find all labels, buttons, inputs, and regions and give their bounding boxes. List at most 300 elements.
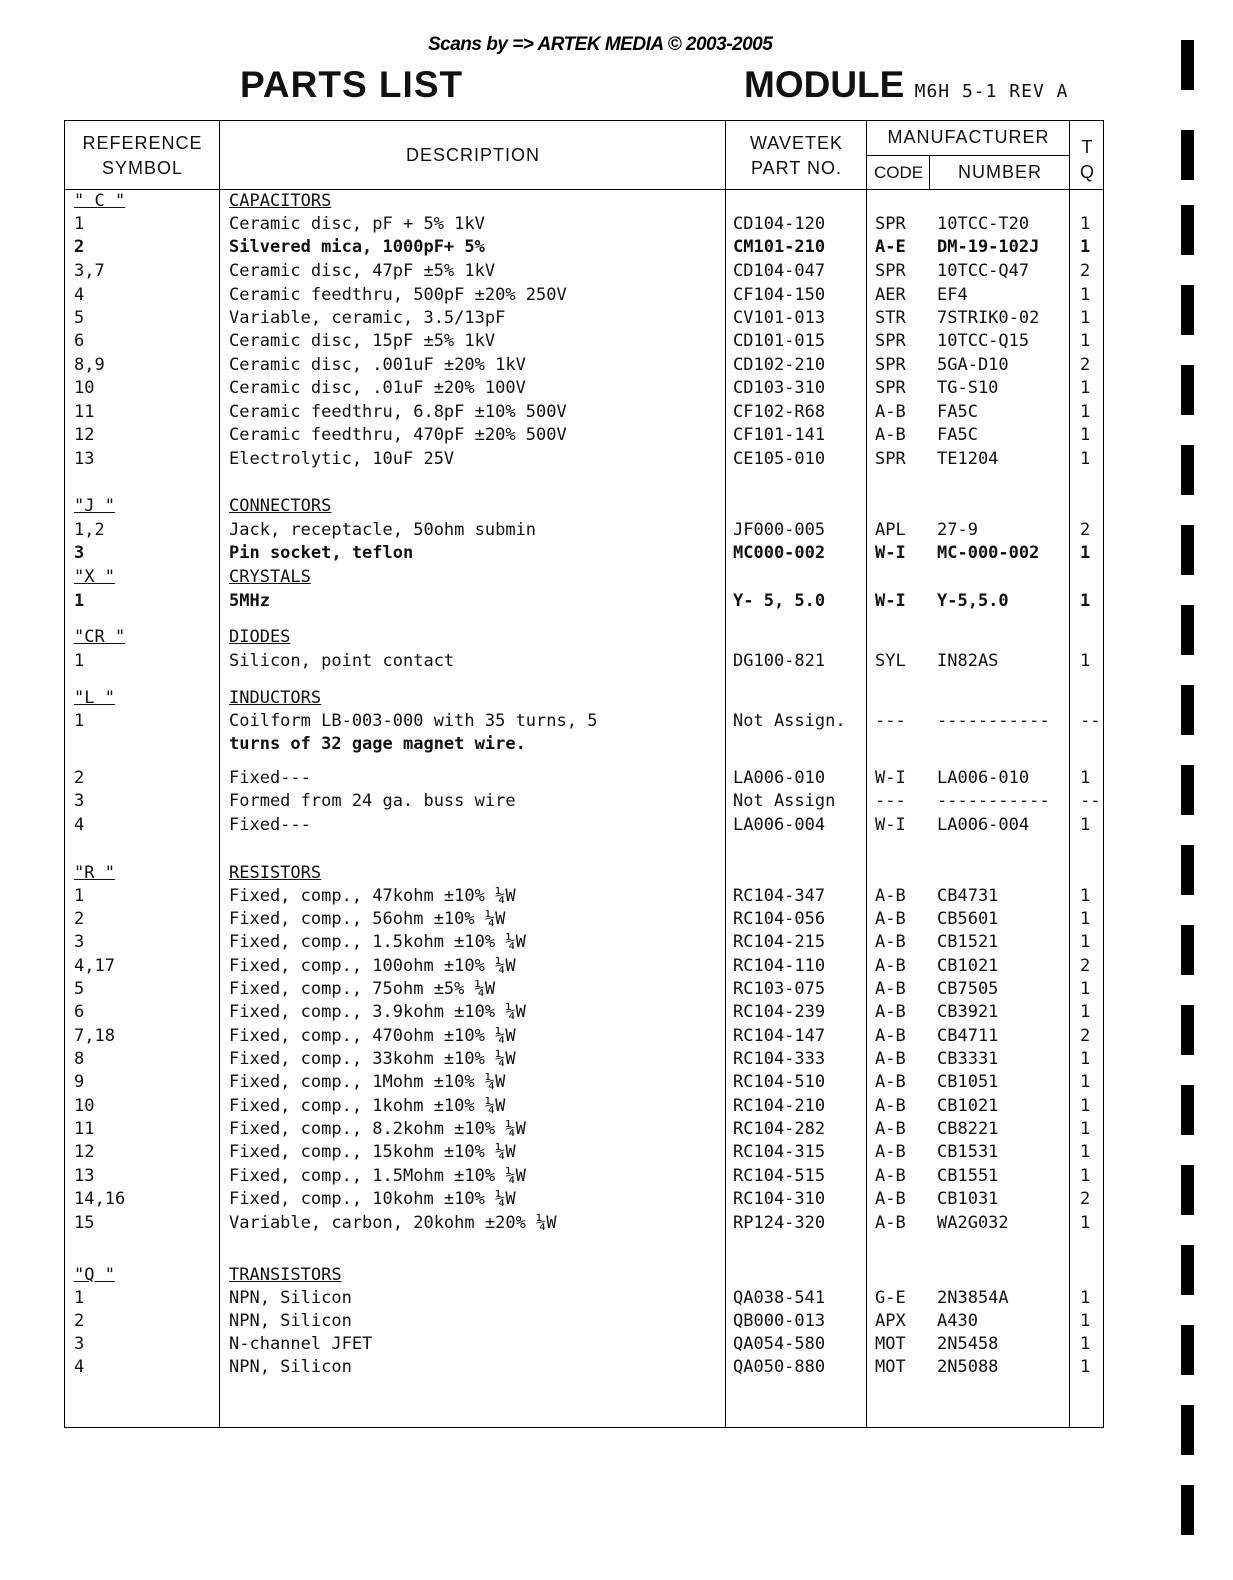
- cell-part-number: CD103-310: [733, 378, 826, 398]
- cell-manufacturer-number: 2N5458: [937, 1334, 999, 1354]
- cell-reference-symbol: 5: [74, 308, 85, 328]
- table-row: [0, 213, 1233, 236]
- table-row: [0, 710, 1233, 733]
- cell-part-number: CM101-210: [733, 237, 826, 257]
- cell-manufacturer-code: W-I: [875, 543, 906, 563]
- cell-quantity: 1: [1080, 543, 1091, 563]
- table-row: [0, 424, 1233, 447]
- table-row: [0, 401, 1233, 424]
- header-t-label: T: [1081, 137, 1094, 157]
- cell-quantity: 1: [1080, 909, 1091, 929]
- table-row: [0, 1118, 1233, 1141]
- section-heading-row: [0, 190, 1233, 213]
- cell-part-number: CF102-R68: [733, 402, 826, 422]
- cell-manufacturer-code: A-B: [875, 1072, 906, 1092]
- header-symbol-label: SYMBOL: [101, 158, 184, 178]
- table-row: [0, 542, 1233, 565]
- cell-description: TRANSISTORS: [229, 1265, 342, 1285]
- cell-description: Fixed, comp., 10kohm ±10% ¼W: [229, 1189, 516, 1209]
- cell-manufacturer-code: A-E: [875, 237, 906, 257]
- table-row: [0, 1188, 1233, 1211]
- cell-description: Ceramic feedthru, 500pF ±20% 250V: [229, 285, 567, 305]
- cell-manufacturer-number: CB1551: [937, 1166, 999, 1186]
- cell-quantity: --: [1080, 791, 1101, 811]
- cell-quantity: 1: [1080, 331, 1091, 351]
- cell-description: NPN, Silicon: [229, 1311, 352, 1331]
- cell-description: Fixed, comp., 47kohm ±10% ¼W: [229, 886, 516, 906]
- cell-manufacturer-number: FA5C: [937, 402, 978, 422]
- cell-manufacturer-number: LA006-004: [937, 815, 1030, 835]
- cell-reference-symbol: 4: [74, 285, 85, 305]
- cell-part-number: RC103-075: [733, 979, 826, 999]
- cell-quantity: 1: [1080, 425, 1091, 445]
- cell-manufacturer-code: MOT: [875, 1334, 906, 1354]
- page-title: PARTS LIST: [240, 64, 464, 105]
- cell-description: Ceramic disc, 47pF ±5% 1kV: [229, 261, 496, 281]
- cell-manufacturer-code: A-B: [875, 1002, 906, 1022]
- cell-description: Fixed---: [229, 768, 311, 788]
- cell-reference-symbol: 1: [74, 1288, 85, 1308]
- cell-quantity: 2: [1080, 261, 1091, 281]
- table-row: [0, 236, 1233, 259]
- cell-reference-symbol: 7,18: [74, 1026, 115, 1046]
- cell-manufacturer-number: DM-19-102J: [937, 237, 1040, 257]
- cell-part-number: Not Assign: [733, 791, 836, 811]
- table-row: [0, 519, 1233, 542]
- cell-part-number: RC104-215: [733, 932, 826, 952]
- cell-description: Fixed, comp., 470ohm ±10% ¼W: [229, 1026, 516, 1046]
- binder-mark: [1181, 1405, 1194, 1455]
- cell-manufacturer-code: SPR: [875, 214, 906, 234]
- cell-description: NPN, Silicon: [229, 1288, 352, 1308]
- cell-manufacturer-code: ---: [875, 711, 906, 731]
- cell-manufacturer-number: CB4731: [937, 886, 999, 906]
- cell-reference-symbol: 6: [74, 331, 85, 351]
- table-row: [0, 1333, 1233, 1356]
- cell-description: Silvered mica, 1000pF+ 5%: [229, 237, 485, 257]
- cell-part-number: RC104-510: [733, 1072, 826, 1092]
- header-wavetek-label: WAVETEK: [749, 133, 843, 153]
- module-label: MODULE: [744, 64, 905, 105]
- cell-manufacturer-code: A-B: [875, 956, 906, 976]
- header-part-no-label: PART NO.: [750, 158, 843, 178]
- cell-description: 5MHz: [229, 591, 270, 611]
- cell-description: Variable, ceramic, 3.5/13pF: [229, 308, 506, 328]
- cell-manufacturer-code: A-B: [875, 1166, 906, 1186]
- cell-reference-symbol: " C ": [74, 191, 126, 211]
- cell-description: INDUCTORS: [229, 688, 322, 708]
- cell-reference-symbol: 1: [74, 591, 85, 611]
- cell-reference-symbol: 4: [74, 815, 85, 835]
- cell-manufacturer-code: SPR: [875, 261, 906, 281]
- cell-description: Ceramic feedthru, 470pF ±20% 500V: [229, 425, 567, 445]
- cell-manufacturer-number: 10TCC-T20: [937, 214, 1030, 234]
- cell-description: Ceramic disc, .01uF ±20% 100V: [229, 378, 526, 398]
- cell-reference-symbol: "Q ": [74, 1265, 115, 1285]
- cell-manufacturer-number: CB1031: [937, 1189, 999, 1209]
- cell-quantity: 1: [1080, 1096, 1091, 1116]
- cell-quantity: 1: [1080, 932, 1091, 952]
- cell-description: Formed from 24 ga. buss wire: [229, 791, 516, 811]
- cell-reference-symbol: 3,7: [74, 261, 105, 281]
- cell-manufacturer-code: APX: [875, 1311, 906, 1331]
- cell-reference-symbol: "R ": [74, 863, 115, 883]
- cell-manufacturer-number: 5GA-D10: [937, 355, 1009, 375]
- cell-description: Fixed, comp., 75ohm ±5% ¼W: [229, 979, 496, 999]
- cell-manufacturer-number: LA006-010: [937, 768, 1030, 788]
- cell-manufacturer-code: SPR: [875, 378, 906, 398]
- cell-manufacturer-number: CB1531: [937, 1142, 999, 1162]
- cell-part-number: QA054-580: [733, 1334, 826, 1354]
- cell-reference-symbol: 6: [74, 1002, 85, 1022]
- cell-description: Ceramic disc, pF + 5% 1kV: [229, 214, 485, 234]
- section-heading-row: [0, 566, 1233, 589]
- cell-manufacturer-code: APL: [875, 520, 906, 540]
- cell-reference-symbol: 12: [74, 1142, 95, 1162]
- cell-quantity: 1: [1080, 1213, 1091, 1233]
- table-row: [0, 448, 1233, 471]
- cell-quantity: 1: [1080, 815, 1091, 835]
- cell-part-number: RC104-333: [733, 1049, 826, 1069]
- cell-quantity: 1: [1080, 768, 1091, 788]
- cell-manufacturer-code: A-B: [875, 1189, 906, 1209]
- cell-quantity: 2: [1080, 1189, 1091, 1209]
- cell-description: Fixed, comp., 1Mohm ±10% ¼W: [229, 1072, 506, 1092]
- cell-reference-symbol: 2: [74, 768, 85, 788]
- cell-reference-symbol: 11: [74, 1119, 95, 1139]
- cell-reference-symbol: 3: [74, 1334, 85, 1354]
- table-row: [0, 650, 1233, 673]
- table-row: [0, 330, 1233, 353]
- cell-quantity: 1: [1080, 237, 1091, 257]
- cell-manufacturer-code: W-I: [875, 591, 906, 611]
- cell-part-number: RC104-315: [733, 1142, 826, 1162]
- cell-part-number: RC104-347: [733, 886, 826, 906]
- cell-quantity: 1: [1080, 1357, 1091, 1377]
- cell-manufacturer-number: CB1521: [937, 932, 999, 952]
- cell-description: Pin socket, teflon: [229, 543, 414, 563]
- cell-quantity: 2: [1080, 520, 1091, 540]
- cell-manufacturer-number: CB1021: [937, 1096, 999, 1116]
- cell-reference-symbol: 5: [74, 979, 85, 999]
- cell-description: DIODES: [229, 627, 291, 647]
- cell-reference-symbol: 13: [74, 449, 95, 469]
- cell-reference-symbol: 11: [74, 402, 95, 422]
- cell-manufacturer-number: 10TCC-Q15: [937, 331, 1030, 351]
- cell-manufacturer-number: -----------: [937, 711, 1050, 731]
- cell-part-number: RC104-310: [733, 1189, 826, 1209]
- cell-quantity: 1: [1080, 886, 1091, 906]
- cell-description: Fixed---: [229, 815, 311, 835]
- cell-description: Ceramic disc, .001uF ±20% 1kV: [229, 355, 526, 375]
- cell-part-number: CE105-010: [733, 449, 826, 469]
- cell-manufacturer-number: IN82AS: [937, 651, 999, 671]
- cell-reference-symbol: 9: [74, 1072, 85, 1092]
- cell-description: N-channel JFET: [229, 1334, 373, 1354]
- table-row: [0, 908, 1233, 931]
- cell-description: Fixed, comp., 1.5kohm ±10% ¼W: [229, 932, 526, 952]
- cell-manufacturer-number: CB3331: [937, 1049, 999, 1069]
- cell-manufacturer-code: SPR: [875, 355, 906, 375]
- cell-quantity: 1: [1080, 1142, 1091, 1162]
- cell-manufacturer-number: Y-5,5.0: [937, 591, 1009, 611]
- header-part-no: [727, 131, 866, 181]
- table-row: [0, 1287, 1233, 1310]
- cell-manufacturer-number: CB7505: [937, 979, 999, 999]
- cell-reference-symbol: 12: [74, 425, 95, 445]
- cell-description: Fixed, comp., 15kohm ±10% ¼W: [229, 1142, 516, 1162]
- cell-description: Variable, carbon, 20kohm ±20% ¼W: [229, 1213, 557, 1233]
- section-heading-row: [0, 687, 1233, 710]
- cell-part-number: CD101-015: [733, 331, 826, 351]
- cell-manufacturer-number: CB5601: [937, 909, 999, 929]
- table-row: [0, 814, 1233, 837]
- table-row: [0, 284, 1233, 307]
- cell-part-number: RC104-147: [733, 1026, 826, 1046]
- cell-quantity: 1: [1080, 285, 1091, 305]
- cell-manufacturer-code: A-B: [875, 909, 906, 929]
- header-q-label: Q: [1079, 162, 1095, 182]
- header-manufacturer: MANUFACTURER: [887, 127, 1050, 147]
- header-number: NUMBER: [957, 162, 1042, 182]
- cell-description: Fixed, comp., 8.2kohm ±10% ¼W: [229, 1119, 526, 1139]
- cell-part-number: CD104-120: [733, 214, 826, 234]
- cell-manufacturer-number: CB8221: [937, 1119, 999, 1139]
- cell-manufacturer-code: MOT: [875, 1357, 906, 1377]
- table-row: [0, 1310, 1233, 1333]
- cell-manufacturer-code: A-B: [875, 425, 906, 445]
- manufacturer-divider: [866, 155, 1069, 156]
- cell-part-number: CV101-013: [733, 308, 826, 328]
- cell-reference-symbol: 1: [74, 214, 85, 234]
- header-reference-symbol: [66, 131, 219, 181]
- cell-reference-symbol: 15: [74, 1213, 95, 1233]
- cell-manufacturer-code: SYL: [875, 651, 906, 671]
- section-heading-row: [0, 626, 1233, 649]
- cell-manufacturer-code: A-B: [875, 1096, 906, 1116]
- table-row: [0, 377, 1233, 400]
- cell-manufacturer-code: A-B: [875, 1213, 906, 1233]
- cell-manufacturer-number: 2N5088: [937, 1357, 999, 1377]
- cell-reference-symbol: 3: [74, 791, 85, 811]
- table-row: [0, 1165, 1233, 1188]
- cell-manufacturer-code: A-B: [875, 402, 906, 422]
- cell-quantity: 2: [1080, 355, 1091, 375]
- cell-part-number: Y- 5, 5.0: [733, 591, 826, 611]
- cell-part-number: QB000-013: [733, 1311, 826, 1331]
- cell-part-number: LA006-004: [733, 815, 826, 835]
- cell-part-number: RC104-239: [733, 1002, 826, 1022]
- cell-description: Ceramic disc, 15pF ±5% 1kV: [229, 331, 496, 351]
- cell-manufacturer-number: TG-S10: [937, 378, 999, 398]
- cell-reference-symbol: 3: [74, 932, 85, 952]
- cell-quantity: 2: [1080, 956, 1091, 976]
- module-title: [744, 64, 1069, 106]
- table-row: [0, 1071, 1233, 1094]
- cell-part-number: Not Assign.: [733, 711, 846, 731]
- binder-mark: [1181, 130, 1194, 180]
- cell-manufacturer-code: A-B: [875, 932, 906, 952]
- cell-manufacturer-code: A-B: [875, 1119, 906, 1139]
- cell-manufacturer-number: CB1051: [937, 1072, 999, 1092]
- cell-description: RESISTORS: [229, 863, 322, 883]
- cell-quantity: 1: [1080, 1311, 1091, 1331]
- cell-manufacturer-number: A430: [937, 1311, 978, 1331]
- table-row: [0, 260, 1233, 283]
- cell-part-number: RC104-515: [733, 1166, 826, 1186]
- cell-manufacturer-code: A-B: [875, 979, 906, 999]
- cell-manufacturer-number: 7STRIK0-02: [937, 308, 1040, 328]
- cell-manufacturer-number: CB1021: [937, 956, 999, 976]
- cell-quantity: 1: [1080, 591, 1091, 611]
- cell-part-number: LA006-010: [733, 768, 826, 788]
- cell-manufacturer-number: WA2G032: [937, 1213, 1009, 1233]
- cell-part-number: RC104-056: [733, 909, 826, 929]
- cell-part-number: RC104-282: [733, 1119, 826, 1139]
- table-row: [0, 733, 1233, 756]
- table-row: [0, 354, 1233, 377]
- table-row: [0, 1095, 1233, 1118]
- table-row: [0, 307, 1233, 330]
- cell-description: Fixed, comp., 1.5Mohm ±10% ¼W: [229, 1166, 526, 1186]
- table-row: [0, 1001, 1233, 1024]
- cell-quantity: 1: [1080, 1288, 1091, 1308]
- cell-reference-symbol: "L ": [74, 688, 115, 708]
- cell-part-number: JF000-005: [733, 520, 826, 540]
- cell-description: Jack, receptacle, 50ohm submin: [229, 520, 537, 540]
- cell-manufacturer-code: W-I: [875, 815, 906, 835]
- cell-manufacturer-code: AER: [875, 285, 906, 305]
- cell-description: turns of 32 gage magnet wire.: [229, 734, 526, 754]
- cell-quantity: 1: [1080, 979, 1091, 999]
- header-reference-label: REFERENCE: [82, 133, 203, 153]
- cell-reference-symbol: 4,17: [74, 956, 115, 976]
- cell-manufacturer-number: FA5C: [937, 425, 978, 445]
- cell-manufacturer-number: 27-9: [937, 520, 978, 540]
- cell-reference-symbol: 1,2: [74, 520, 105, 540]
- section-heading-row: [0, 1264, 1233, 1287]
- cell-manufacturer-code: A-B: [875, 1142, 906, 1162]
- cell-quantity: 1: [1080, 402, 1091, 422]
- table-row: [0, 767, 1233, 790]
- section-heading-row: [0, 495, 1233, 518]
- cell-reference-symbol: 3: [74, 543, 85, 563]
- cell-reference-symbol: 1: [74, 651, 85, 671]
- table-row: [0, 1212, 1233, 1235]
- cell-reference-symbol: 10: [74, 378, 95, 398]
- scan-credit: Scans by => ARTEK MEDIA © 2003-2005: [428, 34, 773, 55]
- cell-manufacturer-code: STR: [875, 308, 906, 328]
- cell-description: Coilform LB-003-000 with 35 turns, 5: [229, 711, 598, 731]
- header-total-qty: [1071, 135, 1104, 185]
- cell-description: Fixed, comp., 3.9kohm ±10% ¼W: [229, 1002, 526, 1022]
- cell-description: Fixed, comp., 100ohm ±10% ¼W: [229, 956, 516, 976]
- cell-description: Fixed, comp., 1kohm ±10% ¼W: [229, 1096, 506, 1116]
- cell-reference-symbol: "CR ": [74, 627, 126, 647]
- cell-reference-symbol: 14,16: [74, 1189, 126, 1209]
- cell-manufacturer-code: A-B: [875, 1026, 906, 1046]
- cell-reference-symbol: 1: [74, 886, 85, 906]
- binder-mark: [1181, 40, 1194, 90]
- cell-description: CAPACITORS: [229, 191, 332, 211]
- cell-description: CONNECTORS: [229, 496, 332, 516]
- cell-quantity: 1: [1080, 1072, 1091, 1092]
- cell-manufacturer-number: -----------: [937, 791, 1050, 811]
- table-row: [0, 1025, 1233, 1048]
- cell-part-number: MC000-002: [733, 543, 826, 563]
- table-row: [0, 885, 1233, 908]
- cell-reference-symbol: 2: [74, 237, 85, 257]
- cell-part-number: CF104-150: [733, 285, 826, 305]
- cell-description: Ceramic feedthru, 6.8pF ±10% 500V: [229, 402, 567, 422]
- header-code: CODE: [873, 163, 924, 182]
- cell-part-number: CF101-141: [733, 425, 826, 445]
- cell-part-number: RC104-210: [733, 1096, 826, 1116]
- cell-description: CRYSTALS: [229, 567, 311, 587]
- cell-part-number: CD102-210: [733, 355, 826, 375]
- cell-manufacturer-number: CB3921: [937, 1002, 999, 1022]
- cell-quantity: 1: [1080, 1334, 1091, 1354]
- cell-description: Silicon, point contact: [229, 651, 455, 671]
- module-id: M6H 5-1 REV A: [914, 81, 1069, 102]
- table-row: [0, 955, 1233, 978]
- cell-manufacturer-code: SPR: [875, 449, 906, 469]
- cell-manufacturer-number: MC-000-002: [937, 543, 1040, 563]
- cell-manufacturer-number: TE1204: [937, 449, 999, 469]
- cell-part-number: QA038-541: [733, 1288, 826, 1308]
- cell-description: Fixed, comp., 33kohm ±10% ¼W: [229, 1049, 516, 1069]
- cell-reference-symbol: 8: [74, 1049, 85, 1069]
- table-row: [0, 1048, 1233, 1071]
- cell-part-number: RP124-320: [733, 1213, 826, 1233]
- cell-reference-symbol: "X ": [74, 567, 115, 587]
- table-row: [0, 1356, 1233, 1379]
- table-row: [0, 1141, 1233, 1164]
- section-heading-row: [0, 862, 1233, 885]
- cell-description: Electrolytic, 10uF 25V: [229, 449, 455, 469]
- cell-manufacturer-code: ---: [875, 791, 906, 811]
- cell-quantity: 1: [1080, 1166, 1091, 1186]
- code-number-divider: [929, 155, 930, 190]
- cell-part-number: QA050-880: [733, 1357, 826, 1377]
- cell-manufacturer-code: SPR: [875, 331, 906, 351]
- cell-quantity: 1: [1080, 449, 1091, 469]
- cell-quantity: 1: [1080, 1002, 1091, 1022]
- cell-part-number: CD104-047: [733, 261, 826, 281]
- cell-reference-symbol: 1: [74, 711, 85, 731]
- table-row: [0, 790, 1233, 813]
- table-row: [0, 931, 1233, 954]
- cell-reference-symbol: 2: [74, 909, 85, 929]
- cell-quantity: 1: [1080, 651, 1091, 671]
- cell-quantity: 2: [1080, 1026, 1091, 1046]
- cell-reference-symbol: 2: [74, 1311, 85, 1331]
- table-row: [0, 590, 1233, 613]
- cell-description: Fixed, comp., 56ohm ±10% ¼W: [229, 909, 506, 929]
- cell-quantity: 1: [1080, 1119, 1091, 1139]
- cell-reference-symbol: "J ": [74, 496, 115, 516]
- cell-manufacturer-number: EF4: [937, 285, 968, 305]
- cell-quantity: 1: [1080, 378, 1091, 398]
- binder-mark: [1181, 1485, 1194, 1535]
- cell-part-number: DG100-821: [733, 651, 826, 671]
- cell-quantity: 1: [1080, 1049, 1091, 1069]
- cell-reference-symbol: 10: [74, 1096, 95, 1116]
- cell-manufacturer-number: 2N3854A: [937, 1288, 1009, 1308]
- cell-description: NPN, Silicon: [229, 1357, 352, 1377]
- cell-part-number: RC104-110: [733, 956, 826, 976]
- cell-manufacturer-code: W-I: [875, 768, 906, 788]
